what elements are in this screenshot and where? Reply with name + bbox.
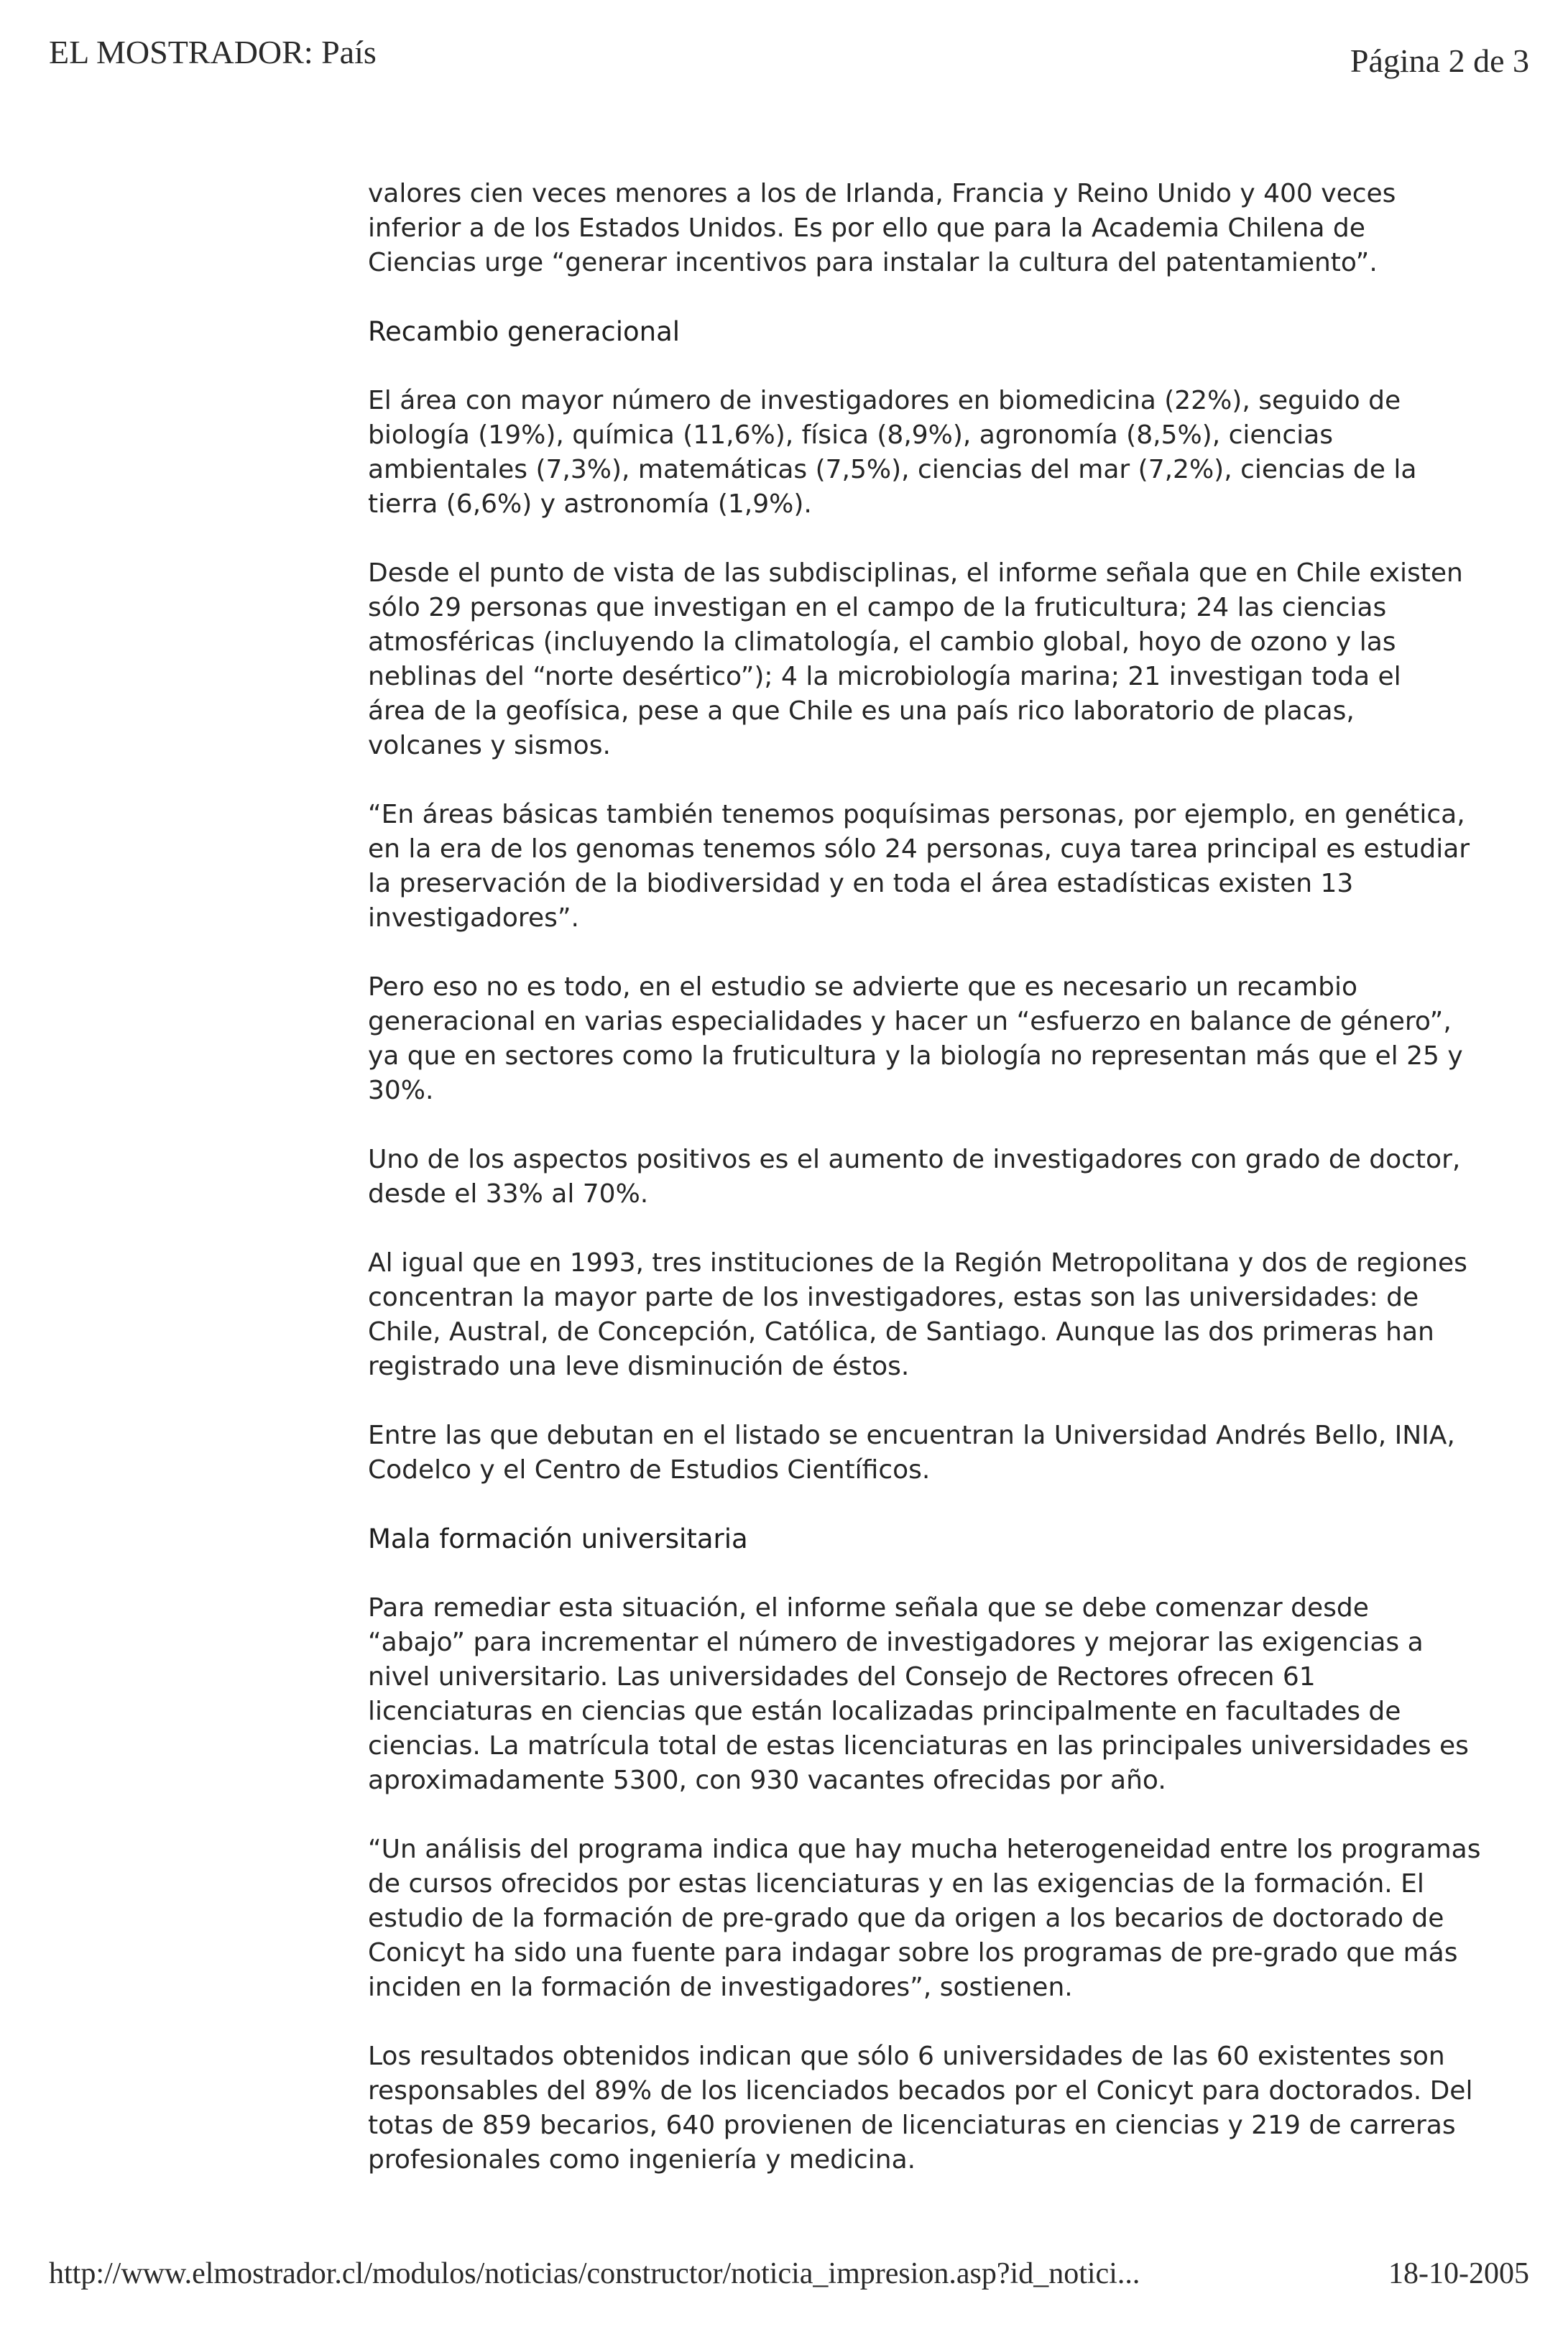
text-line: Los resultados obtenidos indican que sólo 6 universidades de las 60 existentes son bbox=[368, 2042, 1445, 2071]
text-line: concentran la mayor parte de los investigadores, estas son las universidades: de bbox=[368, 1283, 1419, 1312]
text-line: sólo 29 personas que investigan en el campo de la fruticultura; 24 las ciencias bbox=[368, 593, 1387, 622]
paragraph bbox=[368, 384, 1511, 522]
text-line: de cursos ofrecidos por estas licenciaturas y en las exigencias de la formación. El bbox=[368, 1869, 1424, 1899]
article-body bbox=[368, 177, 1511, 2212]
text-line: Entre las que debutan en el listado se encuentran la Universidad Andrés Bello, INIA, bbox=[368, 1421, 1455, 1450]
text-line: Pero eso no es todo, en el estudio se advierte que es necesario un recambio bbox=[368, 972, 1357, 1002]
text-line: investigadores”. bbox=[368, 903, 579, 933]
text-line: nivel universitario. Las universidades del Consejo de Rectores ofrecen 61 bbox=[368, 1662, 1316, 1692]
text-line: responsables del 89% de los licenciados becados por el Conicyt para doctorados. Del bbox=[368, 2076, 1473, 2106]
text-line: Codelco y el Centro de Estudios Científicos. bbox=[368, 1455, 931, 1485]
footer-url: http://www.elmostrador.cl/modulos/noticias/constructor/noticia_impresion.asp?id_notici... bbox=[49, 2257, 1140, 2290]
paragraph bbox=[368, 2039, 1511, 2177]
paragraph bbox=[368, 556, 1511, 763]
text-line: “En áreas básicas también tenemos poquísimas personas, por ejemplo, en genética, bbox=[368, 800, 1465, 829]
section-heading bbox=[368, 315, 1511, 349]
text-line: profesionales como ingeniería y medicina. bbox=[368, 2145, 916, 2175]
paragraph bbox=[368, 1591, 1511, 1798]
text-line: Chile, Austral, de Concepción, Católica, de Santiago. Aunque las dos primeras han bbox=[368, 1317, 1434, 1347]
text-line: volcanes y sismos. bbox=[368, 731, 611, 760]
text-line: licenciaturas en ciencias que están localizadas principalmente en facultades de bbox=[368, 1697, 1401, 1726]
paragraph bbox=[368, 798, 1511, 936]
text-line: Para remediar esta situación, el informe señala que se debe comenzar desde bbox=[368, 1593, 1369, 1623]
text-line: Conicyt ha sido una fuente para indagar sobre los programas de pre-grado que más bbox=[368, 1938, 1458, 1968]
text-line: Recambio generacional bbox=[368, 316, 681, 347]
paragraph bbox=[368, 1419, 1511, 1488]
text-line: inciden en la formación de investigadores”, sostienen. bbox=[368, 1973, 1073, 2002]
paragraph bbox=[368, 1246, 1511, 1384]
text-line: Desde el punto de vista de las subdisciplinas, el informe señala que en Chile existen bbox=[368, 558, 1463, 588]
text-line: Uno de los aspectos positivos es el aumento de investigadores con grado de doctor, bbox=[368, 1145, 1461, 1174]
text-line: valores cien veces menores a los de Irlanda, Francia y Reino Unido y 400 veces bbox=[368, 179, 1396, 208]
text-line: 30%. bbox=[368, 1076, 434, 1105]
text-line: desde el 33% al 70%. bbox=[368, 1179, 649, 1209]
text-line: generacional en varias especialidades y hacer un “esfuerzo en balance de género”, bbox=[368, 1007, 1452, 1036]
text-line: la preservación de la biodiversidad y en toda el área estadísticas existen 13 bbox=[368, 869, 1354, 898]
text-line: tierra (6,6%) y astronomía (1,9%). bbox=[368, 489, 812, 519]
section-heading bbox=[368, 1522, 1511, 1557]
footer-date: 18-10-2005 bbox=[1388, 2257, 1529, 2290]
text-line: atmosféricas (incluyendo la climatología, el cambio global, hoyo de ozono y las bbox=[368, 627, 1396, 657]
text-line: Ciencias urge “generar incentivos para instalar la cultura del patentamiento”. bbox=[368, 248, 1378, 277]
source-header: EL MOSTRADOR: País bbox=[49, 34, 377, 70]
paragraph bbox=[368, 177, 1511, 280]
paragraph bbox=[368, 970, 1511, 1108]
text-line: en la era de los genomas tenemos sólo 24 personas, cuya tarea principal es estudiar bbox=[368, 834, 1470, 864]
text-line: ya que en sectores como la fruticultura y la biología no representan más que el 25 y bbox=[368, 1041, 1463, 1071]
text-line: Al igual que en 1993, tres instituciones de la Región Metropolitana y dos de regiones bbox=[368, 1248, 1467, 1278]
text-line: inferior a de los Estados Unidos. Es por ello que para la Academia Chilena de bbox=[368, 213, 1365, 243]
text-line: estudio de la formación de pre-grado que da origen a los becarios de doctorado de bbox=[368, 1904, 1444, 1933]
text-line: Mala formación universitaria bbox=[368, 1523, 748, 1554]
paragraph bbox=[368, 1832, 1511, 2005]
page-number: Página 2 de 3 bbox=[1350, 42, 1529, 79]
text-line: “abajo” para incrementar el número de investigadores y mejorar las exigencias a bbox=[368, 1628, 1424, 1657]
text-line: totas de 859 becarios, 640 provienen de licenciaturas en ciencias y 219 de carreras bbox=[368, 2111, 1456, 2140]
text-line: neblinas del “norte desértico”); 4 la microbiología marina; 21 investigan toda el bbox=[368, 662, 1401, 691]
text-line: ambientales (7,3%), matemáticas (7,5%), ciencias del mar (7,2%), ciencias de la bbox=[368, 455, 1417, 484]
text-line: “Un análisis del programa indica que hay mucha heterogeneidad entre los programas bbox=[368, 1835, 1481, 1864]
text-line: aproximadamente 5300, con 930 vacantes ofrecidas por año. bbox=[368, 1766, 1166, 1795]
text-line: registrado una leve disminución de éstos. bbox=[368, 1352, 910, 1381]
text-line: El área con mayor número de investigadores en biomedicina (22%), seguido de bbox=[368, 386, 1401, 415]
paragraph bbox=[368, 1143, 1511, 1212]
text-line: biología (19%), química (11,6%), física (8,9%), agronomía (8,5%), ciencias bbox=[368, 420, 1333, 450]
text-line: área de la geofísica, pese a que Chile es una país rico laboratorio de placas, bbox=[368, 696, 1355, 726]
text-line: ciencias. La matrícula total de estas licenciaturas en las principales universidades es bbox=[368, 1731, 1469, 1761]
